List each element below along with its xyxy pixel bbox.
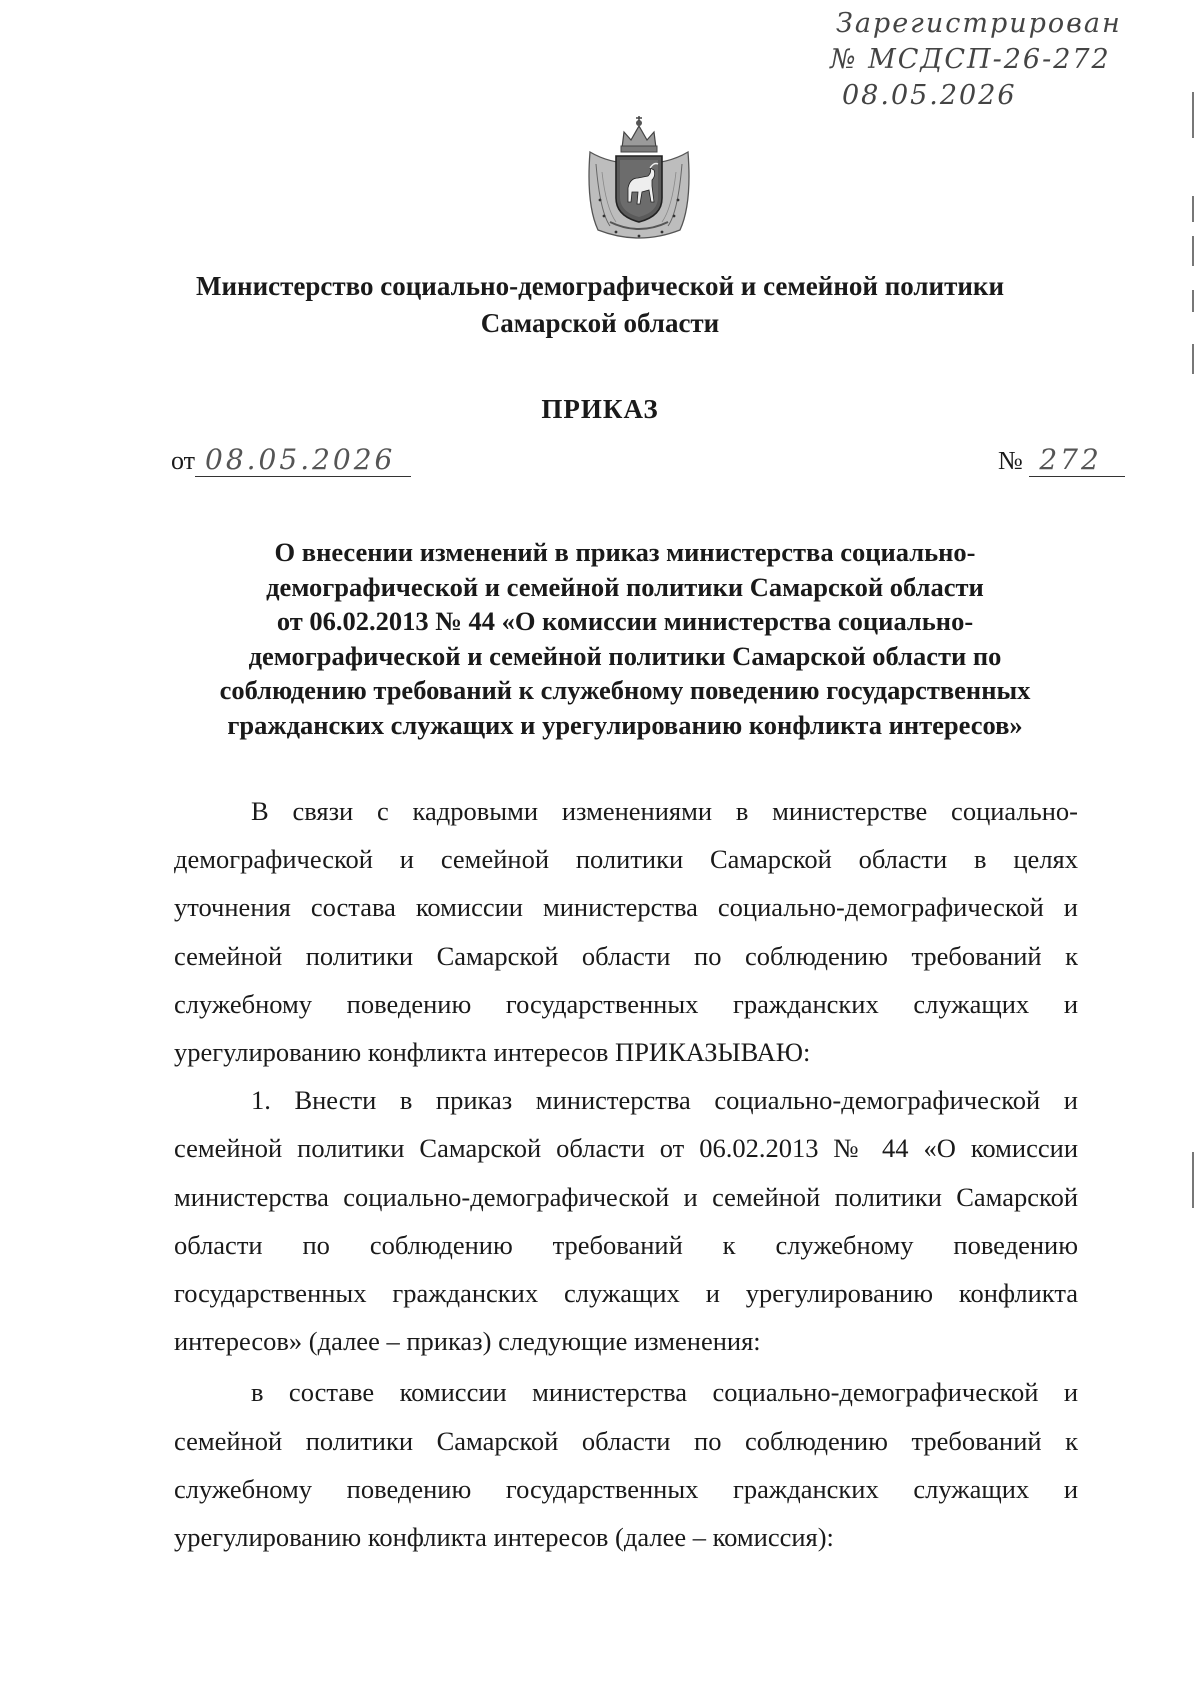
coat-of-arms-icon [576, 112, 702, 244]
registration-stamp-handwritten [830, 6, 1180, 114]
scan-edge-mark [1192, 236, 1194, 266]
body-line: демографической и семейной политики Самарской области в целях [174, 844, 1078, 875]
subject-line: соблюдению требований к служебному поведению государственных [219, 675, 1031, 706]
ministry-name-line: Министерство социально-демографической и семейной политики [195, 271, 1005, 301]
subject-line: гражданских служащих и урегулированию конфликта интересов» [227, 709, 1023, 740]
body-line: семейной политики Самарской области по соблюдению требований к [174, 1425, 1078, 1456]
document-body [174, 787, 1078, 1561]
scan-edge-mark [1192, 344, 1194, 374]
body-line: В связи с кадровыми изменениями в министерстве социально- [251, 796, 1078, 826]
date-value-handwritten: 08.05.2026 [195, 444, 411, 477]
subject-line: демографической и семейной политики Самарской области [266, 571, 984, 602]
registration-note-line: № МСДСП-26-272 [830, 44, 1111, 75]
scan-edge-mark [1192, 196, 1194, 222]
body-line: урегулированию конфликта интересов (далее – комиссия): [174, 1522, 834, 1553]
body-line: в составе комиссии министерства социально-демографической и [251, 1377, 1078, 1408]
ministry-name-line: Самарской области [480, 308, 720, 338]
body-line: интересов» (далее – приказ) следующие изменения: [174, 1326, 761, 1357]
body-line: служебному поведению государственных гражданских служащих и [174, 988, 1078, 1019]
document-type-title: ПРИКАЗ [541, 394, 659, 424]
document-subject [170, 535, 1080, 743]
body-line: урегулированию конфликта интересов ПРИКАЗЫВАЮ: [174, 1037, 811, 1068]
number-value-handwritten: 272 [1029, 444, 1125, 477]
subject-line: от 06.02.2013 № 44 «О комиссии министерства социально- [276, 606, 974, 637]
body-line: области по соблюдению требований к служебному поведению [174, 1229, 1078, 1260]
ministry-name [100, 268, 1100, 342]
registration-note-line: 08.05.2026 [842, 80, 1017, 111]
scan-edge-mark [1192, 1152, 1194, 1208]
scan-edge-mark [1192, 290, 1194, 312]
body-line: служебному поведению государственных гражданских служащих и [174, 1473, 1078, 1504]
body-line: государственных гражданских служащих и урегулированию конфликта [174, 1278, 1078, 1309]
body-paragraph [174, 787, 1078, 1076]
body-paragraph [174, 1368, 1078, 1561]
scan-edge-mark [1192, 92, 1194, 138]
date-prefix: от [171, 446, 196, 475]
document-number [998, 444, 1125, 477]
subject-line: О внесении изменений в приказ министерства социально- [274, 537, 976, 567]
body-line: семейной политики Самарской области по соблюдению требований к [174, 940, 1078, 971]
body-line: уточнения состава комиссии министерства социально-демографической и [174, 892, 1078, 923]
body-line: министерства социально-демографической и семейной политики Самарской [174, 1181, 1078, 1212]
body-line: семейной политики Самарской области от 06.02.2013 № 44 «О комиссии [174, 1133, 1078, 1164]
registration-note-line: Зарегистрирован [836, 8, 1122, 39]
subject-line: демографической и семейной политики Самарской области по [248, 640, 1002, 671]
body-line: 1. Внести в приказ министерства социально-демографической и [251, 1085, 1078, 1116]
number-prefix: № [998, 446, 1023, 475]
body-paragraph [174, 1076, 1078, 1365]
document-date [171, 444, 411, 477]
